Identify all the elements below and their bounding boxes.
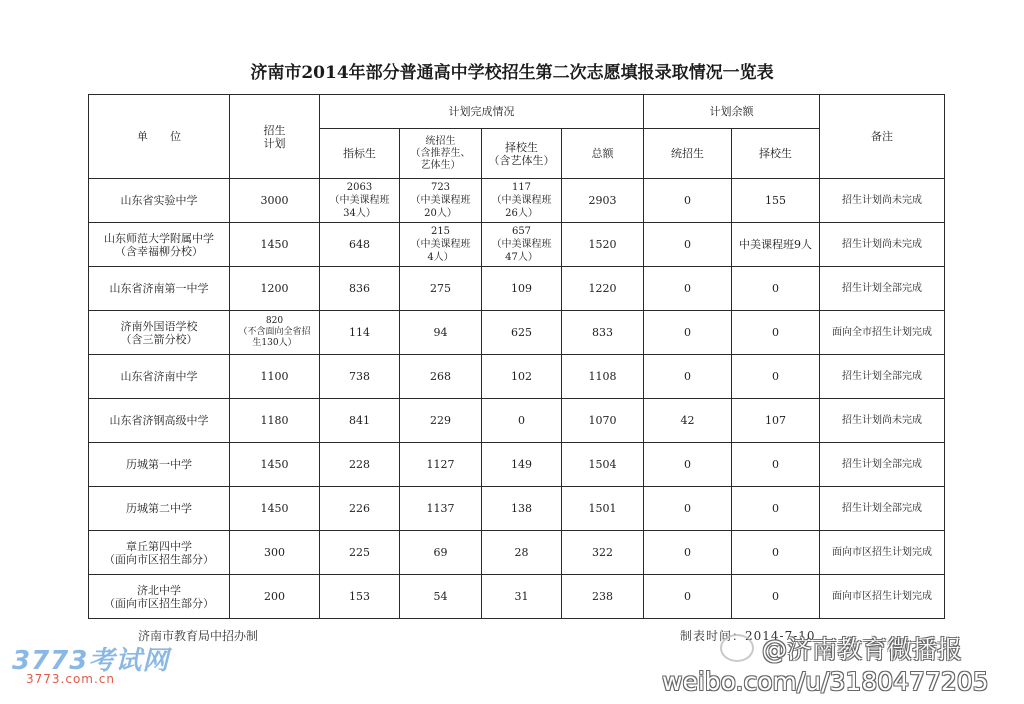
site-url: 3773.com.cn xyxy=(26,672,115,686)
cell-plan: 820 （不含面向全省招 生130人） xyxy=(230,311,320,355)
cell-rem-choice: 0 xyxy=(732,355,820,399)
table-row xyxy=(89,531,945,575)
cell-total: 1504 xyxy=(562,443,644,487)
cell-unified: 1127 xyxy=(400,443,482,487)
weibo-name-watermark: @济南教育微播报 xyxy=(762,635,963,664)
cell-plan: 1450 xyxy=(230,443,320,487)
cell-unified: 1137 xyxy=(400,487,482,531)
cell-rem-choice: 107 xyxy=(732,399,820,443)
cell-rem-choice: 中美课程班9人 xyxy=(732,223,820,267)
cell-unit: 历城第二中学 xyxy=(89,487,230,531)
site-logo: 3773考试网 xyxy=(12,646,170,676)
cell-unified: 215 （中美课程班 4人） xyxy=(400,223,482,267)
cell-choice: 31 xyxy=(482,575,562,619)
weibo-url-watermark: weibo.com/u/3180477205 xyxy=(662,667,989,696)
header-quota: 指标生 xyxy=(320,129,400,179)
table-row xyxy=(89,223,945,267)
cell-note: 招生计划全部完成 xyxy=(820,267,945,311)
cell-plan: 200 xyxy=(230,575,320,619)
cell-quota: 738 xyxy=(320,355,400,399)
cell-total: 1108 xyxy=(562,355,644,399)
cell-choice: 625 xyxy=(482,311,562,355)
cell-rem-choice: 0 xyxy=(732,443,820,487)
cell-quota: 228 xyxy=(320,443,400,487)
table-row xyxy=(89,311,945,355)
table-row xyxy=(89,267,945,311)
cell-quota: 225 xyxy=(320,531,400,575)
cell-rem-unified: 0 xyxy=(644,179,732,223)
header-total: 总额 xyxy=(562,129,644,179)
cell-plan: 1450 xyxy=(230,223,320,267)
cell-choice: 657 （中美课程班 47人） xyxy=(482,223,562,267)
cell-total: 833 xyxy=(562,311,644,355)
cell-choice: 149 xyxy=(482,443,562,487)
table-row xyxy=(89,355,945,399)
cell-unit: 山东省济南第一中学 xyxy=(89,267,230,311)
cell-plan: 1450 xyxy=(230,487,320,531)
cell-quota: 841 xyxy=(320,399,400,443)
cell-total: 1501 xyxy=(562,487,644,531)
cell-unit: 山东师范大学附属中学 （含幸福柳分校） xyxy=(89,223,230,267)
footer-date: 制表时间：2014-7-10 xyxy=(680,629,816,643)
cell-choice: 0 xyxy=(482,399,562,443)
header-unified: 统招生 （含推荐生、 艺体生） xyxy=(400,129,482,179)
cell-total: 238 xyxy=(562,575,644,619)
cell-unit: 山东省济钢高级中学 xyxy=(89,399,230,443)
cell-rem-choice: 155 xyxy=(732,179,820,223)
footer-maker: 济南市教育局中招办制 xyxy=(138,629,259,643)
cell-unified: 229 xyxy=(400,399,482,443)
cell-rem-unified: 0 xyxy=(644,311,732,355)
cell-rem-unified: 0 xyxy=(644,355,732,399)
cell-unified: 275 xyxy=(400,267,482,311)
cell-choice: 28 xyxy=(482,531,562,575)
cell-note: 招生计划尚未完成 xyxy=(820,179,945,223)
cell-rem-choice: 0 xyxy=(732,267,820,311)
header-remarks: 备注 xyxy=(820,95,945,179)
cell-note: 招生计划全部完成 xyxy=(820,487,945,531)
cell-note: 招生计划尚未完成 xyxy=(820,223,945,267)
cell-unit: 济北中学 （面向市区招生部分） xyxy=(89,575,230,619)
header-unit: 单 位 xyxy=(89,95,230,179)
cell-plan: 300 xyxy=(230,531,320,575)
cell-unit: 历城第一中学 xyxy=(89,443,230,487)
cell-quota: 648 xyxy=(320,223,400,267)
cell-plan: 1200 xyxy=(230,267,320,311)
cell-note: 面向市区招生计划完成 xyxy=(820,575,945,619)
cell-unit: 山东省济南中学 xyxy=(89,355,230,399)
cell-total: 1070 xyxy=(562,399,644,443)
cell-unified: 54 xyxy=(400,575,482,619)
cell-note: 招生计划全部完成 xyxy=(820,443,945,487)
cell-note: 招生计划尚未完成 xyxy=(820,399,945,443)
header-choice: 择校生 （含艺体生） xyxy=(482,129,562,179)
cell-total: 1220 xyxy=(562,267,644,311)
cell-unit: 济南外国语学校 （含三箭分校） xyxy=(89,311,230,355)
cell-rem-choice: 0 xyxy=(732,487,820,531)
cell-plan: 1180 xyxy=(230,399,320,443)
cell-unified: 94 xyxy=(400,311,482,355)
table-row xyxy=(89,399,945,443)
cell-rem-unified: 0 xyxy=(644,487,732,531)
page-title: 济南市2014年部分普通高中学校招生第二次志愿填报录取情况一览表 xyxy=(250,63,774,83)
cell-unified: 268 xyxy=(400,355,482,399)
cell-quota: 836 xyxy=(320,267,400,311)
table-row xyxy=(89,443,945,487)
cell-unified: 723 （中美课程班 20人） xyxy=(400,179,482,223)
cell-rem-unified: 42 xyxy=(644,399,732,443)
cell-rem-unified: 0 xyxy=(644,443,732,487)
table-row xyxy=(89,179,945,223)
cell-note: 面向市区招生计划完成 xyxy=(820,531,945,575)
cell-choice: 138 xyxy=(482,487,562,531)
cell-choice: 102 xyxy=(482,355,562,399)
cell-choice: 109 xyxy=(482,267,562,311)
header-rem-choice: 择校生 xyxy=(732,129,820,179)
cell-note: 招生计划全部完成 xyxy=(820,355,945,399)
cell-choice: 117 （中美课程班 26人） xyxy=(482,179,562,223)
cell-unit: 章丘第四中学 （面向市区招生部分） xyxy=(89,531,230,575)
admission-table xyxy=(88,94,945,619)
cell-plan: 3000 xyxy=(230,179,320,223)
weibo-icon xyxy=(720,634,754,662)
cell-plan: 1100 xyxy=(230,355,320,399)
cell-quota: 226 xyxy=(320,487,400,531)
table-row xyxy=(89,487,945,531)
header-rem-unified: 统招生 xyxy=(644,129,732,179)
cell-rem-unified: 0 xyxy=(644,531,732,575)
cell-rem-unified: 0 xyxy=(644,267,732,311)
cell-total: 322 xyxy=(562,531,644,575)
cell-rem-choice: 0 xyxy=(732,311,820,355)
cell-quota: 153 xyxy=(320,575,400,619)
table-row xyxy=(89,575,945,619)
cell-unified: 69 xyxy=(400,531,482,575)
header-completion: 计划完成情况 xyxy=(320,95,644,129)
cell-total: 2903 xyxy=(562,179,644,223)
cell-unit: 山东省实验中学 xyxy=(89,179,230,223)
cell-total: 1520 xyxy=(562,223,644,267)
cell-rem-choice: 0 xyxy=(732,575,820,619)
header-plan: 招生 计划 xyxy=(230,95,320,179)
cell-rem-choice: 0 xyxy=(732,531,820,575)
cell-rem-unified: 0 xyxy=(644,223,732,267)
cell-rem-unified: 0 xyxy=(644,575,732,619)
header-remaining: 计划余额 xyxy=(644,95,820,129)
cell-quota: 2063 （中美课程班 34人） xyxy=(320,179,400,223)
cell-quota: 114 xyxy=(320,311,400,355)
cell-note: 面向全市招生计划完成 xyxy=(820,311,945,355)
